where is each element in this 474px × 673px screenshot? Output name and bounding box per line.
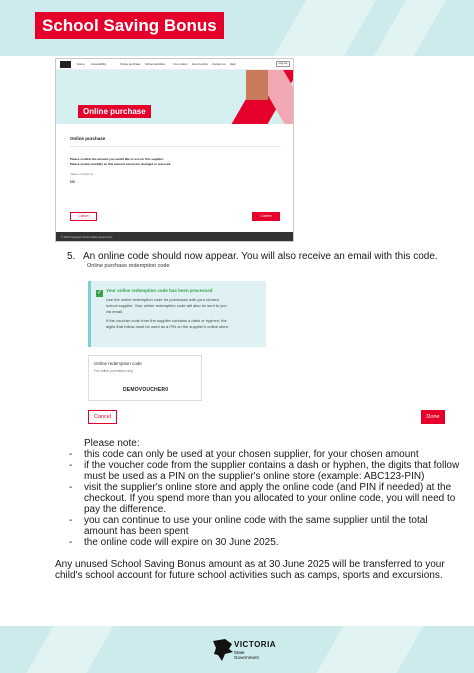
logo-subtext: State xyxy=(234,650,245,655)
nav-item[interactable]: Home xyxy=(77,62,85,66)
hero-banner xyxy=(56,70,294,124)
footer-stripe xyxy=(316,626,423,673)
confirm-note: Please confirm the amount you would like to use for this supplier. xyxy=(70,157,164,161)
redemption-code[interactable]: DEMOVOUCHER0 xyxy=(123,387,169,393)
header-stripe xyxy=(374,0,446,56)
note-line: must be used as a PIN on the supplier's online store (example: ABC123-PIN) xyxy=(84,471,425,482)
check-icon: ✓ xyxy=(96,290,103,296)
alert-line: Use the online redemption code for purchases with your chosen xyxy=(106,297,219,302)
code-sublabel: For online purchases only xyxy=(94,369,133,373)
confirm-note: Please review carefully as this amount cannot be changed or reversed. xyxy=(70,162,172,166)
hero-photo xyxy=(246,70,268,100)
bullet-dash: - xyxy=(69,537,73,548)
amount-value: $50 xyxy=(70,180,76,184)
note-line: if the voucher code from the supplier contains a dash or hyphen, the digits that follow xyxy=(84,460,460,471)
code-label: Online redemption code xyxy=(94,361,142,366)
bullet-dash: - xyxy=(69,482,73,493)
bullet-dash: - xyxy=(69,449,73,460)
alert-line: If the voucher code from the supplier contains a dash or hyphen, the xyxy=(106,318,227,323)
page-title: School Saving Bonus xyxy=(35,12,224,39)
logout-button[interactable]: Log out xyxy=(276,61,290,67)
nav-item[interactable]: Your orders xyxy=(173,62,188,66)
cancel-button[interactable]: Cancel xyxy=(88,410,117,424)
screenshot-online-purchase xyxy=(55,58,294,242)
closing-line: child's school account for future school activities such as camps, sports and excursions. xyxy=(55,570,443,581)
divider xyxy=(70,146,281,147)
nav-item[interactable]: Help xyxy=(230,62,236,66)
note-line: the online code will expire on 30 June 2025. xyxy=(84,537,279,548)
nav-item[interactable]: Contact us xyxy=(212,62,226,66)
note-line: visit the supplier's online store and apply the online code (and PIN if needed) at the xyxy=(84,482,452,493)
header-stripe xyxy=(274,0,376,56)
alert-line: digits that follow must be used as a PIN on the supplier's online store. xyxy=(106,324,230,329)
bullet-dash: - xyxy=(69,515,73,526)
nav-item[interactable]: Accessibility xyxy=(91,62,107,66)
redemption-page-title: Online purchase redemption code xyxy=(87,263,170,269)
success-alert xyxy=(88,281,266,347)
logo-word: VICTORIA xyxy=(234,640,277,649)
closing-line: Any unused School Saving Bonus amount as at 30 June 2025 will be transferred to your xyxy=(55,559,445,570)
victoria-government-logo xyxy=(212,637,277,665)
nav-item[interactable]: Online purchase xyxy=(120,62,141,66)
logo-subtext: Government xyxy=(234,655,259,660)
victoria-map-icon xyxy=(212,637,234,663)
redemption-code-card xyxy=(88,355,202,401)
note-line: this code can only be used at your chosen supplier, for your chosen amount xyxy=(84,449,419,460)
nav-item[interactable]: How it works xyxy=(192,62,208,66)
footer-stripe xyxy=(26,626,113,673)
alert-line: school supplier. Your online redemption code will also be sent to you xyxy=(106,303,227,308)
confirm-button[interactable]: Confirm xyxy=(252,212,280,221)
step-text: An online code should now appear. You will also receive an email with this code. xyxy=(83,251,438,262)
nav-item[interactable]: School activities xyxy=(145,62,166,66)
section-title: Online purchase xyxy=(70,136,106,141)
hero-title: Online purchase xyxy=(78,105,151,118)
note-line: checkout. If you spend more than you allocated to your online code, you will need to xyxy=(84,493,456,504)
alert-heading: Your online redemption code has been processed xyxy=(106,288,213,293)
vic-logo-icon xyxy=(60,61,71,68)
notes-heading: Please note: xyxy=(84,438,140,449)
note-line: pay the difference. xyxy=(84,504,167,515)
cancel-button[interactable]: Cancel xyxy=(70,212,97,221)
alert-line: via email. xyxy=(106,309,123,314)
top-nav xyxy=(56,59,294,70)
amount-label: Value of uniforms xyxy=(70,172,94,176)
note-line: you can continue to use your online code with the same supplier until the total xyxy=(84,515,428,526)
bullet-dash: - xyxy=(69,460,73,471)
done-button[interactable]: Done xyxy=(421,410,445,424)
step-number: 5. xyxy=(67,251,76,262)
site-footer: © 2024 Copyright Victoria State Government xyxy=(56,232,294,242)
note-line: amount has been spent xyxy=(84,526,189,537)
